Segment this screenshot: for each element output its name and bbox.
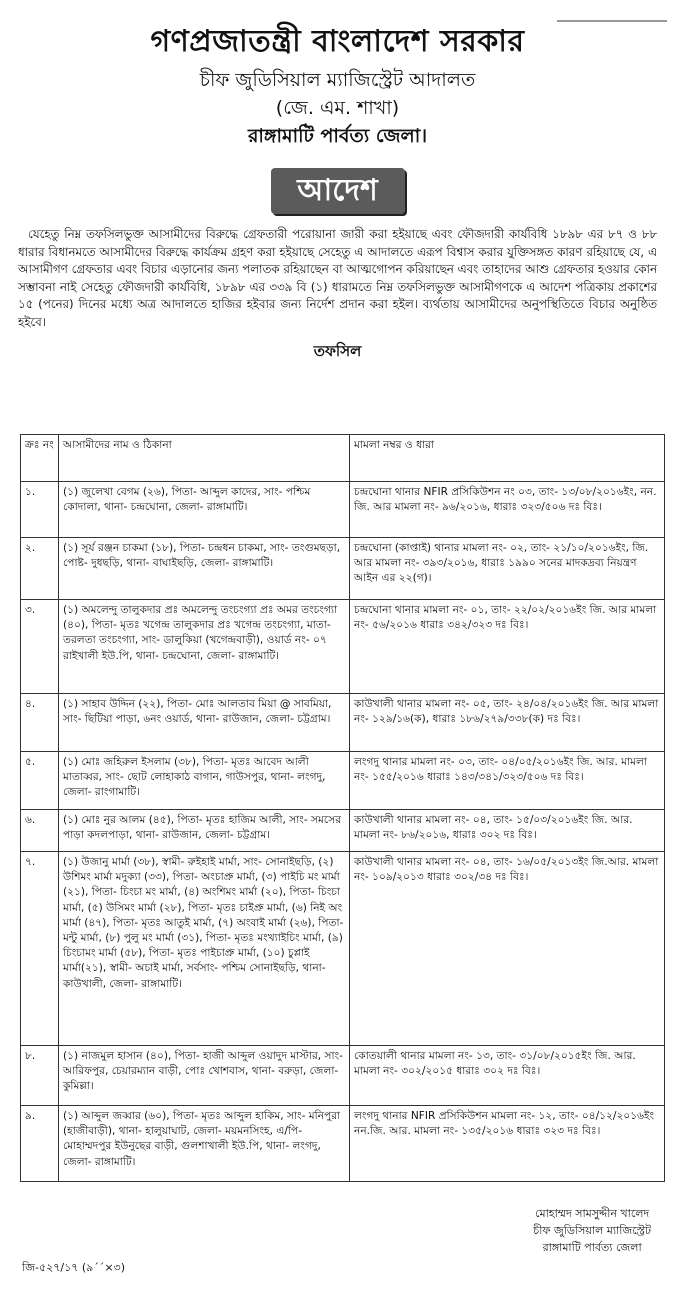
footer-code: জি-৫২৭/১৭ (৯´´×৩) [22,1261,125,1274]
row-serial: ১. [21,482,59,538]
row-case: চন্দ্রঘোনা থানার NFIR প্রসিকিউশন নং ০৩, তাং- ১৩/০৮/২০১৬ইং, নন. জি. আর মামলা নং- ৯৬/২০১৬, ধারাঃ ৩২৩/৫০৬ দঃ বিঃ। [350,482,665,538]
signatory-name: মোহাম্মদ সামসুদ্দীন খালেদ [535,1207,650,1220]
table-row [21,482,665,538]
row-case: কাউখালী থানার মামলা নং- ০৪, তাং- ১৫/০৩/২০১৬ইং জি. আর. মামলা নং- ৮৬/২০১৬, ধারাঃ ৩০২ দঃ বিঃ। [350,810,665,852]
header-case: মামলা নম্বর ও ধারা [350,435,665,482]
order-label-wrap [0,168,675,214]
row-accused: (১) মোঃ জহিরুল ইসলাম (৩৮), পিতা- মৃতঃ আবেদ আলী মাতাব্বর, সাং- ছোট লোহাকাঠ বাগান, গাউসপুর, থানা- লংগদু, জেলা- রাংগামাটি। [59,752,350,810]
table-row [21,538,665,600]
order-body-text: যেহেতু নিম্ন তফসিলভুক্ত আসামীদের বিরুদ্ধে গ্রেফতারী পরোয়ানা জারী করা হইয়াছে এবং ফৌজদারী কার্যবিধি ১৮৯৮ এর ৮৭ ও ৮৮ ধারার বিধানমতে আসামীদের বিরুদ্ধে কার্যক্রম গ্রহণ করা হইয়াছে সেহেতু এ আদালতে এরূপ বিশ্বাস করার যুক্তিসঙ্গত কারণ রহিয়াছে যে, এ আসামীগণ গ্রেফতার এবং বিচার এড়ানোর জন্য পলাতক রহিয়াছেন বা আত্মগোপন করিয়াছেন এবং তাহাদের আশু গ্রেফতার হওয়ার কোন সম্ভাবনা নাই সেহেতু ফৌজদারী কার্যবিধি, ১৮৯৮ এর ৩৩৯ বি (১) ধারামতে নিম্ন তফসিলভুক্ত আসামীগণকে এ আদেশ পত্রিকায় প্রকাশের ১৫ (পনের) দিনের মধ্যে অত্র আদালতে হাজির হইবার জন্য নির্দেশ প্রদান করা হইল। ব্যর্থতায় আসামীদের অনুপস্থিতিতে বিচার অনুষ্ঠিত হইবে। [18,227,657,329]
row-accused: (১) অমলেন্দু তালুকদার প্রঃ অমলেন্দু তংচংগ্যা প্রঃ অমর তংচংগ্যা (৪০), পিতা- মৃতঃ খগেন্দ্র তালুকদার প্রঃ খগেন্দ্র তংচংগ্যা, মাতা- তরলতা তংচংগ্যা, সাং- ডালুকিয়া (খগেন্দ্রবাড়ী), ওয়ার্ড নং- ০৭ রাইখালী ইউ.পি, থানা- চন্দ্রঘোনা, জেলা- রাঙ্গামাটি। [59,600,350,694]
table-row [21,852,665,1046]
row-case: লংগদু থানার মামলা নং- ০৩, তাং- ০৪/০৫/২০১৬ইং জি. আর. মামলা নং- ১৫৫/২০১৬ ধারাঃ ১৪৩/৩৪১/৩২৩/৫০৬ দঃ বিঃ। [350,752,665,810]
table-header-row [21,435,665,482]
schedule-table [20,434,665,1182]
row-accused: (১) সাহাব উদ্দিন (২২), পিতা- মোঃ আলতাব মিয়া @ সাবমিয়া, সাং- ছিটিয়া পাড়া, ৬নং ওয়ার্ড, থানা- রাউজান, জেলা- চট্টগ্রাম। [59,694,350,752]
header-serial: ক্রঃ নং [21,435,59,482]
row-serial: ২. [21,538,59,600]
table-row [21,810,665,852]
header-accused: আসামীদের নাম ও ঠিকানা [59,435,350,482]
document-header [0,20,675,150]
district-name: রাঙ্গামাটি পার্বত্য জেলা। [247,125,428,147]
row-accused: (১) আব্দুল জব্বার (৬০), পিতা- মৃতঃ আব্দুল হাকিম, সাং- মনিপুরা (হাজীবাড়ী), থানা- হালুয়াঘাট, জেলা- ময়মনসিংহ, এ/পি- মোহাম্মদপুর ইউনুছের বাড়ী, গুলশাখালী ইউ.পি, থানা- লংগদু, জেলা- রাঙ্গামাটি। [59,1106,350,1182]
row-serial: ৫. [21,752,59,810]
row-serial: ৩. [21,600,59,694]
row-case: কাউখালী থানার মামলা নং- ০৫, তাং- ২৪/০৪/২০১৬ইং জি. আর মামলা নং- ১২৯/১৬(ক), ধারাঃ ১৮৬/২৭৯/৩৩৮(ক) দঃ বিঃ। [350,694,665,752]
row-accused: (১) সূর্য রঞ্জন চাকমা (১৮), পিতা- চন্দ্রধন চাকমা, সাং- তংগুমছড়া, পোষ্ট- দুধছড়ি, থানা- বাঘাইছড়ি, জেলা- রাঙ্গামাটি। [59,538,350,600]
table-row [21,694,665,752]
row-serial: ৮. [21,1046,59,1106]
signatory-place: রাঙ্গামাটি পার্বত্য জেলা [542,1241,642,1254]
table-row [21,1106,665,1182]
court-title: চীফ জুডিসিয়াল ম্যাজিস্ট্রেট আদালত [199,69,476,91]
signature-block [533,1205,651,1256]
row-case: লংগদু থানার NFIR প্রসিকিউশন মামলা নং- ১২, তাং- ০৪/১২/২০১৬ইং নন.জি. আর. মামলা নং- ১৩৫/২০১৬ ধারাঃ ৩২৩ দঃ বিঃ। [350,1106,665,1182]
table-row [21,600,665,694]
row-accused: (১) নাজমুল হাসান (৪০), পিতা- হাজী আব্দুল ওয়াদুদ মাস্টার, সাং- আরিফপুর, চেয়ারম্যান বাড়ী, পোঃ খোশবাস, থানা- বরুড়া, জেলা- কুমিল্লা। [59,1046,350,1106]
top-edge-mark [557,20,667,26]
schedule-title: তফসিল [313,341,362,360]
row-case: চন্দ্রঘোনা (কাপ্তাই) থানার মামলা নং- ০২, তাং- ২১/১০/২০১৬ইং, জি. আর মামলা নং- ৩৯৩/২০১৬, ধারাঃ ১৯৯০ সনের মাদকদ্রব্য নিয়ন্ত্রণ আইন এর ২২(গ)। [350,538,665,600]
row-serial: ৭. [21,852,59,1046]
row-accused: (১) মোঃ নুর আলম (৪৫), পিতা- মৃতঃ হাজিম আলী, সাং- সমসের পাড়া কদলপাড়া, থানা- রাউজান, জেলা- চট্টগ্রাম। [59,810,350,852]
row-case: কোতয়ালী থানার মামলা নং- ১৩, তাং- ৩১/০৮/২০১৫ইং জি. আর. মামলা নং- ৩০২/২০১৫ ধারাঃ ৩০২ দঃ বিঃ। [350,1046,665,1106]
government-title: গণপ্রজাতন্ত্রী বাংলাদেশ সরকার [150,24,525,59]
row-serial: ৬. [21,810,59,852]
signatory-title: চীফ জুডিসিয়াল ম্যাজিস্ট্রেট [533,1224,651,1237]
branch-name: (জে. এম. শাখা) [275,97,400,119]
row-serial: ৪. [21,694,59,752]
row-case: চন্দ্রঘোনা থানার মামলা নং- ০১, তাং- ২২/০২/২০১৬ইং জি. আর মামলা নং- ৫৬/২০১৬ ধারাঃ ৩৪২/৩২৩ দঃ বিঃ। [350,600,665,694]
order-label: আদেশ [271,168,405,214]
row-accused: (১) উজানু মার্মা (৩৮), স্বামী- রুইহাই মার্মা, সাং- সোনাইছড়ি, (২) উশিমং মার্মা মদুক্যা (৩৩), পিতা- অংচাপ্রু মার্মা, (৩) পাইচি মং মার্মা (২১), পিতা- চিংচা মং মার্মা, (৪) অংশিমং মার্মা (২০), পিতা- চিংচা মার্মা, (৫) উসিমং মার্মা (২৮), পিতা- মৃতঃ চাইপ্রু মার্মা, (৬) নিই অং মার্মা (৪৭), পিতা- মৃতঃ আতুই মার্মা, (৭) অংবাই মার্মা (২৬), পিতা- মন্টু মার্মা, (৮) পুলু মং মার্মা (৩১), পিতা- মৃতঃ মংখ্যাইচিং মার্মা, (৯) চিংচামং মার্মা (৫৮), পিতা- মৃতঃ পাইচাপ্রু মার্মা, (১০) চুপ্লাই মার্মা(২১), স্বামী- অচাই মার্মা, সর্বসাং- পশ্চিম সোনাইছড়ি, থানা- কাউখালী, জেলা- রাঙ্গামাটি। [59,852,350,1046]
row-accused: (১) জুলেখা বেগম (২৬), পিতা- আব্দুল কাদের, সাং- পশ্চিম কোদালা, থানা- চন্দ্রঘোনা, জেলা- রাঙ্গামাটি। [59,482,350,538]
row-case: কাউখালী থানার মামলা নং- ০৪, তাং- ১৬/০৫/২০১৩ইং জি.আর. মামলা নং- ১০৯/২০১৩ ধারাঃ ৩০২/৩৪ দঃ বিঃ। [350,852,665,1046]
table-row [21,1046,665,1106]
table-row [21,752,665,810]
row-serial: ৯. [21,1106,59,1182]
